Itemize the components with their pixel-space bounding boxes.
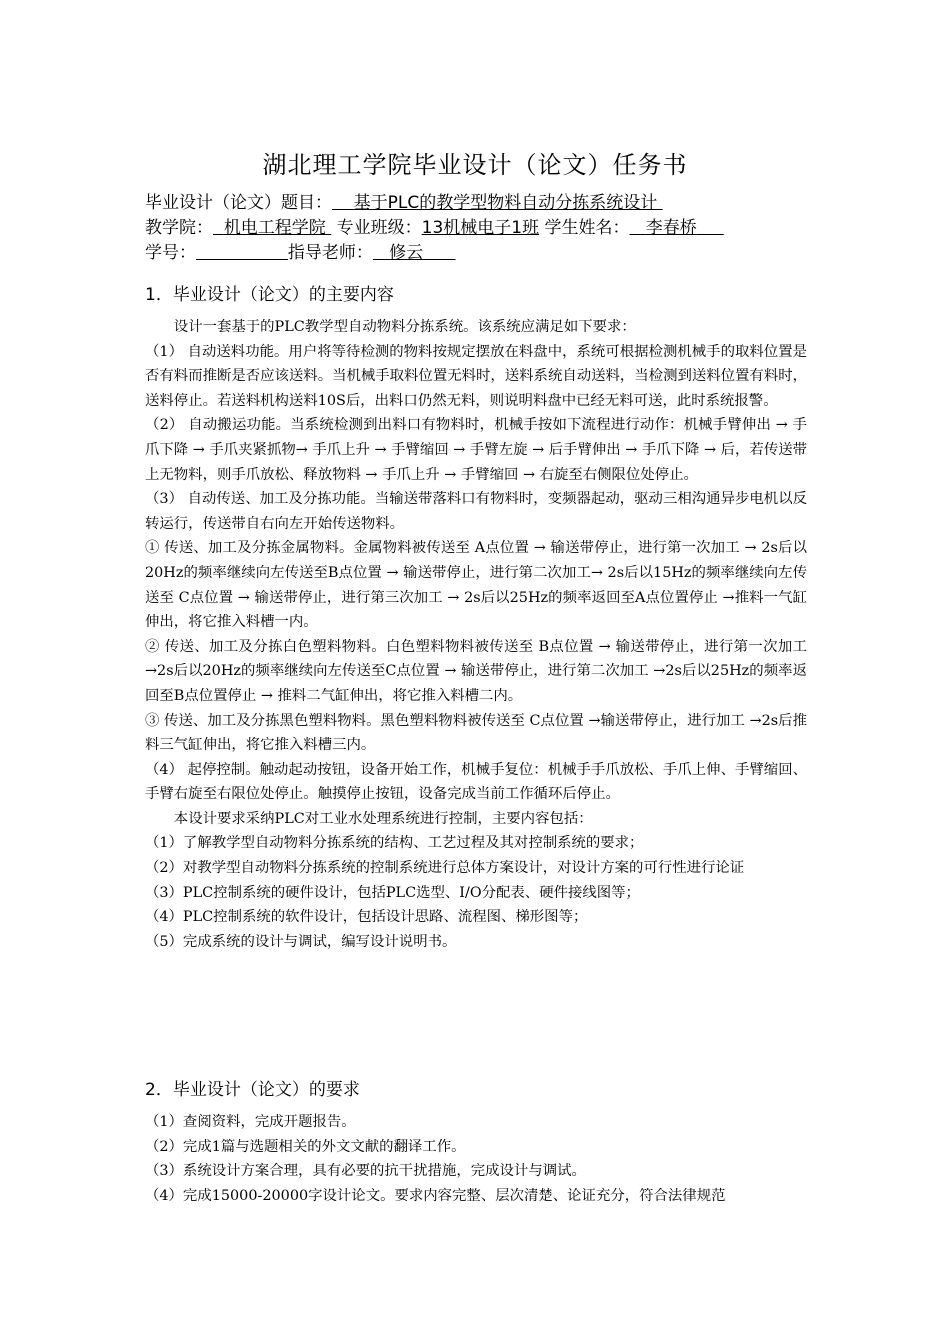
id-advisor-line (145, 242, 456, 264)
topic-label: 毕业设计（论文）题目： (145, 193, 332, 213)
advisor-label: 指导老师： (287, 243, 373, 263)
content-item: （1）了解教学型自动物料分拣系统的结构、工艺过程及其对控制系统的要求； (145, 835, 644, 852)
class-label: 专业班级： (336, 218, 422, 238)
content-item: （3）PLC控制系统的硬件设计，包括PLC选型、I/O分配表、硬件接线图等； (145, 884, 640, 901)
college-value: 机电工程学院 (223, 218, 326, 238)
feed-function-paragraph: （1） 自动送料功能。用户将等待检测的物料按规定摆放在料盘中，系统可根据检测机械手的取料位置是否有料而推断是否应该送料。当机械手取料位置无料时，送料系统自动送料，当检测到送料位置有料时，送料停止。若送料机构送料10S后，出料口仍然无料，则说明料盘中已经无料可送，此时系统报警。 (145, 343, 807, 409)
college-label: 教学院： (145, 218, 213, 238)
requirement-item: （2）完成1篇与选题相关的外文文献的翻译工作。 (145, 1138, 466, 1155)
topic-value: 基于PLC的教学型物料自动分拣系统设计 (353, 193, 658, 213)
section2-heading: 2．毕业设计（论文）的要求 (145, 1080, 360, 1100)
content-item: （5）完成系统的设计与调试，编写设计说明书。 (145, 933, 457, 950)
student-value: 李春桥 (645, 218, 697, 238)
student-id-label: 学号： (145, 243, 196, 263)
college-line (145, 217, 724, 239)
section2-list (145, 1110, 807, 1208)
white-plastic-sorting-paragraph: ② 传送、加工及分拣白色塑料物料。白色塑料物料被传送至 B点位置 → 输送带停止，进行第一次加工 →2s后以20Hz的频率继续向左传送至C点位置 → 输送带停止，进行第二次加工 →2s后以25Hz的频率返回至B点位置停止 → 推料二气缸伸出，将它推入料槽二内。 (145, 638, 807, 704)
student-label: 学生姓名： (544, 218, 630, 238)
class-value: 13机械电子1班 (421, 218, 540, 238)
student-id-value (196, 243, 288, 263)
intro-paragraph: 设计一套基于的PLC教学型自动物料分拣系统。该系统应满足如下要求： (173, 319, 636, 335)
document-title: 湖北理工学院毕业设计（论文）任务书 (262, 151, 688, 179)
handling-function-paragraph: （2） 自动搬运功能。当系统检测到出料口有物料时，机械手按如下流程进行动作：机械手臂伸出 → 手爪下降 → 手爪夹紧抓物→ 手爪上升 → 手臂缩回 → 手臂左旋 → 后手臂伸出 → 手爪下降 → 后，若传送带上无物料，则手爪放松、释放物料 → 手爪上升 → 手臂缩回 → 右旋至右侧限位处停止。 (145, 417, 807, 483)
design-requirement-paragraph: 本设计要求采纳PLC对工业水处理系统进行控制，主要内容包括： (173, 810, 593, 827)
topic-line (145, 192, 663, 214)
start-stop-control-paragraph: （4） 起停控制。触动起动按钮，设备开始工作，机械手复位：机械手手爪放松、手爪上伸、手臂缩回、手臂右旋至右限位处停止。触摸停止按钮，设备完成当前工作循环后停止。 (145, 761, 807, 803)
section1-heading: 1．毕业设计（论文）的主要内容 (145, 285, 394, 305)
metal-sorting-paragraph: ① 传送、加工及分拣金属物料。金属物料被传送至 A点位置 → 输送带停止，进行第一次加工 → 2s后以20Hz的频率继续向左传送至B点位置 → 输送带停止，进行第二次加工→ 2s后以15Hz的频率继续向左传送至 C点位置 → 输送带停止，进行第三次加工 → 2s后以25Hz的频率返回至A点位置停止 →推料一气缸伸出，将它推入料槽一内。 (145, 540, 807, 631)
section1-body (145, 315, 807, 954)
content-item: （4）PLC控制系统的软件设计，包括设计思路、流程图、梯形图等； (145, 909, 588, 926)
black-plastic-sorting-paragraph: ③ 传送、加工及分拣黑色塑料物料。黑色塑料物料被传送至 C点位置 →输送带停止，进行加工 →2s后推料三气缸伸出，将它推入料槽三内。 (145, 712, 807, 754)
advisor-value: 修云 (389, 243, 424, 263)
requirement-item: （1）查阅资料，完成开题报告。 (145, 1114, 356, 1130)
conveying-function-paragraph: （3） 自动传送、加工及分拣功能。当输送带落料口有物料时，变频器起动，驱动三相沟通异步电机以反转运行，传送带自右向左开始传送物料。 (145, 491, 807, 532)
content-item: （2）对教学型自动物料分拣系统的控制系统进行总体方案设计，对设计方案的可行性进行论证 (145, 860, 745, 877)
requirement-item: （3）系统设计方案合理，具有必要的抗干扰措施，完成设计与调试。 (145, 1163, 586, 1180)
requirement-item: （4）完成15000-20000字设计论文。要求内容完整、层次清楚、论证充分，符合法律规范 (145, 1187, 726, 1204)
